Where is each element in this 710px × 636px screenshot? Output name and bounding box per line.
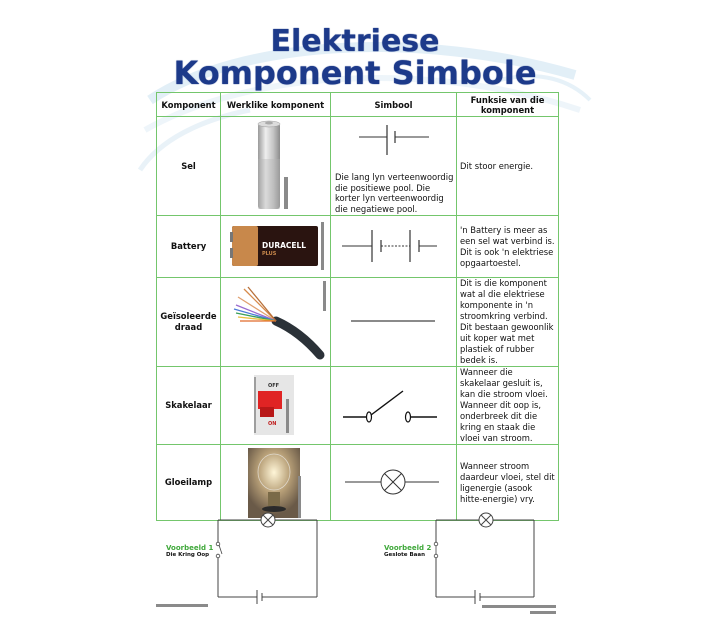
aa-battery-icon (224, 117, 328, 213)
insulated-wire-photo (221, 278, 331, 367)
decorative-bar (482, 605, 556, 608)
table-row (157, 278, 559, 367)
example-2-subtitle: Geslote Baan (384, 552, 425, 558)
duracell-battery-photo (221, 216, 331, 278)
example-2-label (384, 544, 431, 558)
svg-text:DURACELL: DURACELL (262, 240, 307, 250)
example-1-label (166, 544, 213, 558)
cell-symbol-icon (359, 123, 431, 157)
battery-symbol-icon (334, 226, 454, 266)
cell-symbol-cell (331, 117, 457, 216)
light-switch-icon (224, 373, 328, 437)
component-name: Battery (157, 216, 221, 278)
component-name: Gloeilamp (157, 445, 221, 521)
switch-photo (221, 367, 331, 445)
cell-symbol-caption: Die lang lyn verteenwoordig die positiewe pool. Die korter lyn verteenwoordig die negatiewe pool. (335, 172, 454, 214)
component-name: Geïsoleerde draad (157, 278, 221, 367)
component-name: Skakelaar (157, 367, 221, 445)
example-2-circuit-diagram (432, 508, 542, 604)
component-function: Dit is die komponent wat al die elektriese komponente in 'n stroomkring verbind. Dit bestaan gewoonlik uit koper wat met plastiek of rubber bedek is. (457, 278, 559, 367)
example-1-subtitle: Die Kring Oop (166, 552, 210, 558)
switch-symbol-cell (331, 367, 457, 445)
poster-title-line2: Komponent Simbole (173, 54, 537, 92)
header-funksie: Funksie van die komponent (457, 93, 559, 117)
component-function: Wanneer stroom daardeur vloei, stel dit ligenergie (asook hitte-energie) vry. (457, 445, 559, 521)
table-row (157, 367, 559, 445)
wire-symbol-cell (331, 278, 457, 367)
component-name: Sel (157, 117, 221, 216)
table-row (157, 117, 559, 216)
decorative-bar (530, 611, 556, 614)
table-row (157, 216, 559, 278)
light-bulb-icon (224, 446, 328, 518)
component-table (156, 92, 559, 521)
svg-text:ON: ON (268, 420, 277, 427)
component-function: Dit stoor energie. (457, 117, 559, 216)
header-komponent: Komponent (157, 93, 221, 117)
svg-text:PLUS: PLUS (262, 250, 277, 257)
switch-symbol-icon (337, 385, 451, 429)
example-1-title: Voorbeeld 1 (166, 544, 214, 552)
header-simbool: Simbool (331, 93, 457, 117)
insulated-wire-icon (224, 279, 328, 363)
wire-symbol-icon (349, 316, 439, 326)
lamp-symbol-icon (339, 462, 449, 502)
battery-symbol-cell (331, 216, 457, 278)
component-function: 'n Battery is meer as een sel wat verbind is. Dit is ook 'n elektriese opgaartoestel. (457, 216, 559, 278)
poster-title-line1: Elektriese (270, 24, 440, 59)
example-1-circuit-diagram (210, 508, 320, 604)
svg-text:OFF: OFF (268, 382, 280, 389)
duracell-battery-icon (224, 218, 328, 274)
header-werklike-komponent: Werklike komponent (221, 93, 331, 117)
table-header-row (157, 93, 559, 117)
battery-cell-photo (221, 117, 331, 216)
example-2-title: Voorbeeld 2 (384, 544, 432, 552)
component-function: Wanneer die skakelaar gesluit is, kan die stroom vloei. Wanneer dit oop is, onderbreek dit die kring en staak die vloei van stroom. (457, 367, 559, 445)
decorative-bar (156, 604, 208, 607)
